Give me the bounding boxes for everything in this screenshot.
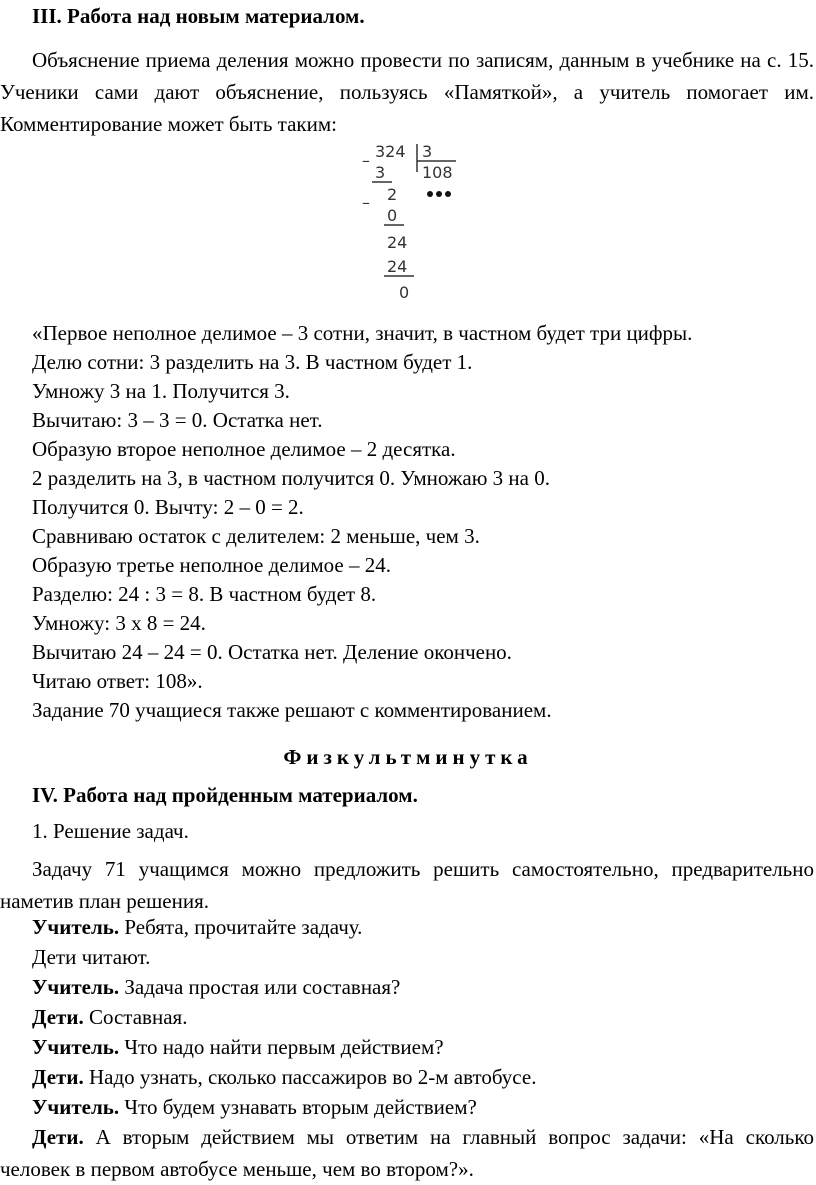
dialogue-text: Составная. — [83, 1005, 188, 1029]
dialogue-line — [32, 1061, 536, 1093]
dialogue-line — [32, 1031, 444, 1063]
step-value: 2 — [387, 185, 398, 204]
commentary-line: Задание 70 учащиеся также решают с комментированием. — [32, 698, 552, 722]
commentary-line: Умножу 3 на 1. Получится 3. — [32, 379, 290, 403]
commentary-line: «Первое неполное делимое – 3 сотни, значит, в частном будет три цифры. — [32, 321, 693, 345]
step-value: 3 — [375, 163, 386, 182]
speaker-label: Учитель. — [32, 915, 120, 939]
dialogue-line — [32, 911, 362, 943]
speaker-label: Учитель. — [32, 1035, 120, 1059]
commentary-line: Разделю: 24 : 3 = 8. В частном будет 8. — [32, 582, 377, 606]
minus-sign-1: – — [362, 151, 370, 170]
commentary-line: Вычитаю: 3 – 3 = 0. Остатка нет. — [32, 408, 323, 432]
commentary-line: Сравниваю остаток с делителем: 2 меньше, чем 3. — [32, 524, 480, 548]
dialogue-text: Задача простая или составная? — [119, 975, 401, 999]
section-3-heading: III. Работа над новым материалом. — [32, 4, 365, 28]
dialogue-text: Что надо найти первым действием? — [119, 1035, 444, 1059]
commentary-line: Умножу: 3 х 8 = 24. — [32, 611, 206, 635]
commentary-line: Получится 0. Вычту: 2 – 0 = 2. — [32, 495, 304, 519]
long-division-figure — [360, 142, 470, 307]
commentary-line: Образую третье неполное делимое – 24. — [32, 553, 391, 577]
commentary-line: Делю сотни: 3 разделить на 3. В частном будет 1. — [32, 350, 473, 374]
dialogue-text: А вторым действием мы ответим на главный вопрос задачи: «На сколько человек в первом автобусе меньше, чем во втором?». — [0, 1125, 814, 1181]
dialogue-line — [32, 971, 400, 1003]
step-value: 0 — [399, 283, 410, 302]
step-value: 0 — [387, 206, 398, 225]
dialogue-line — [32, 941, 150, 973]
dialogue-line — [0, 1121, 814, 1185]
digit-dot — [427, 191, 433, 197]
step-value: 24 — [387, 233, 408, 252]
dialogue-line — [32, 1091, 477, 1123]
commentary-line: Вычитаю 24 – 24 = 0. Остатка нет. Деление окончено. — [32, 640, 512, 664]
dividend: 324 — [375, 142, 406, 161]
dialogue-line — [32, 1001, 187, 1033]
digit-dot — [445, 191, 451, 197]
break-title: Физкультминутка — [283, 745, 533, 769]
item-1: 1. Решение задач. — [32, 819, 189, 843]
dialogue-text: Надо узнать, сколько пассажиров во 2-м автобусе. — [83, 1065, 537, 1089]
speaker-label: Дети. — [32, 1125, 84, 1149]
commentary-line: 2 разделить на 3, в частном получится 0. Умножаю 3 на 0. — [32, 466, 550, 490]
minus-sign-2: – — [362, 193, 370, 212]
speaker-label: Учитель. — [32, 975, 120, 999]
quotient: 108 — [422, 163, 453, 182]
section-3-intro: Объяснение приема деления можно провести по записям, данным в учебнике на с. 15. Ученики сами дают объяснение, пользуясь «Памяткой», а учитель помогает им. Комментирование может быть таким: — [0, 48, 814, 136]
commentary-line: Читаю ответ: 108». — [32, 669, 203, 693]
section-4-heading: IV. Работа над пройденным материалом. — [32, 783, 418, 807]
dialogue-text: Что будем узнавать вторым действием? — [119, 1095, 477, 1119]
speaker-label: Дети. — [32, 1005, 84, 1029]
dialogue-text: Ребята, прочитайте задачу. — [119, 915, 363, 939]
speaker-label: Учитель. — [32, 1095, 120, 1119]
commentary-line: Образую второе неполное делимое – 2 десятка. — [32, 437, 456, 461]
dialogue-text: Дети читают. — [32, 945, 151, 969]
step-value: 24 — [387, 257, 408, 276]
divisor: 3 — [422, 142, 433, 161]
digit-dot — [436, 191, 442, 197]
speaker-label: Дети. — [32, 1065, 84, 1089]
task-intro: Задачу 71 учащимся можно предложить решить самостоятельно, предварительно наметив план решения. — [0, 857, 814, 913]
